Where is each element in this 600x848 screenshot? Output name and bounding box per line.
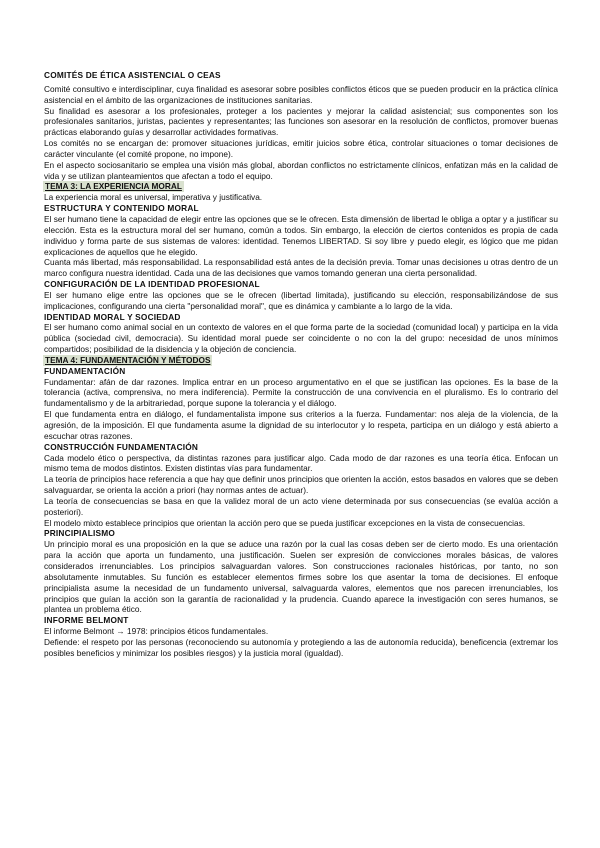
paragraph: Cada modelo ético o perspectiva, da distintas razones para justificar algo. Cada modo de dar razones es una teoría ética. Enfocan un mismo tema de modos distintos. Existen distintas vías para fundamentar. — [44, 452, 558, 474]
document-page — [44, 70, 558, 659]
heading-construccion: CONSTRUCCIÓN FUNDAMENTACIÓN — [44, 441, 199, 452]
heading-comites: COMITÉS DE ÉTICA ASISTENCIAL O CEAS — [44, 70, 221, 80]
heading-configuracion: CONFIGURACIÓN DE LA IDENTIDAD PROFESIONAL — [44, 279, 260, 290]
heading-fundamentacion: FUNDAMENTACIÓN — [44, 365, 126, 376]
heading-principialismo: PRINCIPIALISMO — [44, 528, 116, 539]
paragraph: La teoría de principios hace referencia a que hay que definir unos principios que orienten la acción, estos basados en valores que se deben salvaguardar, se orienta la acción a priori (hay normas antes de actuar). — [44, 474, 558, 496]
paragraph: El ser humano tiene la capacidad de elegir entre las opciones que se le ofrecen. Esta dimensión de libertad le obliga a optar y a justificar su elección. Esta es la estructura moral del ser humano, común a todos. Sin embargo, la elección de ciertos contenidos es propia de cada individuo y forma parte de sus sistemas de valores: identidad. Tenemos LIBERTAD. Si soy libre y puedo elegir, es lógico que me pidan explicaciones de aquellos que he elegido. — [44, 213, 558, 257]
heading-estructura: ESTRUCTURA Y CONTENIDO MORAL — [44, 203, 199, 214]
paragraph: El ser humano elige entre las opciones que se le ofrecen (libertad limitada), justificando su elección, responsabilizándose de sus implicaciones, configurando una cierta "personalidad moral", que es dinámica y cambiante a lo largo de la vida. — [44, 289, 558, 311]
paragraph: La experiencia moral es universal, imperativa y justificativa. — [44, 192, 263, 203]
paragraph: El que fundamenta entra en diálogo, el fundamentalista impone sus criterios a la fuerza. Fundamentar: nos aleja de la violencia, de la agresión, de la imposición. El que fundamenta asume la dignidad de su interlocutor y lo respeta, participa en un diálogo y está abierto a escuchar otras razones. — [44, 409, 558, 441]
paragraph: Fundamentar: afán de dar razones. Implica entrar en un proceso argumentativo en el que se justifican las opciones. Es la base de la tolerancia (activa, comprensiva, no mera indiferencia). Permite la construcción de una convivencia en el pluralismo. Es lo contrario del fundamentalismo y de la arbitrariedad, porque supone la tolerancia y el diálogo. — [44, 376, 558, 409]
paragraph: Defiende: el respeto por las personas (reconociendo su autonomía y protegiendo a las de autonomía reducida), beneficencia (extremar los posibles beneficios y minimizar los posibles riesgos) y la justicia moral (igualdad). — [44, 636, 558, 658]
paragraph: La teoría de consecuencias se basa en que la validez moral de un acto viene determinada por sus consecuencias (se evalúa acción a posteriori). — [44, 495, 558, 517]
paragraph: El ser humano como animal social en un contexto de valores en el que forma parte de la sociedad (comunidad local) y participa en la vida pública (sociedad civil, democracia). Su identidad moral puede ser coincidente o no con la del grupo: necesidad de unos mínimos compartidos; posibilidad de la disidencia y la objeción de conciencia. — [44, 322, 558, 355]
heading-identidad: IDENTIDAD MORAL Y SOCIEDAD — [44, 311, 181, 322]
paragraph: El informe Belmont → 1978: principios éticos fundamentales. — [44, 626, 269, 637]
paragraph: Cuanta más libertad, más responsabilidad. La responsabilidad está antes de la decisión previa. Tomar unas decisiones u otras dentro de un marco configura nuestra identidad. Cada una de las decisiones que vamos tomando generan una cierta personalidad. — [44, 257, 558, 279]
paragraph: Los comités no se encargan de: promover situaciones jurídicas, emitir juicios sobre ética, controlar situaciones o tomar decisiones de carácter vinculante (el comité propone, no impone). — [44, 138, 558, 159]
paragraph: Comité consultivo e interdisciplinar, cuya finalidad es asesorar sobre posibles conflictos éticos que se pueden producir en la práctica clínica asistencial en el ámbito de las organizaciones de instituciones sanitarias. — [44, 83, 558, 105]
paragraph: En el aspecto sociosanitario se emplea una visión más global, abordan conflictos no estrictamente clínicos, enfatizan más en la calidad de vida y se utilizan planteamientos que afectan a todo el equipo. — [44, 159, 558, 181]
paragraph: Su finalidad es asesorar a los profesionales, proteger a los pacientes y mejorar la calidad asistencial; sus componentes son los profesionales sanitarios, juristas, pacientes y representantes; las funciones son asesorar en la resolución de conflictos, promover buenas prácticas elaborando guías y desarrollar actividades formativas. — [44, 105, 558, 138]
heading-belmont: INFORME BELMONT — [44, 615, 129, 626]
paragraph: El modelo mixto establece principios que orientan la acción pero que se pueda justificar excepciones en la vista de consecuencias. — [44, 517, 526, 528]
paragraph: Un principio moral es una proposición en la que se aduce una razón por la cual las cosas deben ser de cierto modo. Es una orientación para la acción que aporta un fundamento, una justificación. Suelen ser expresión de convicciones morales básicas, de valores considerados irrenunciables. Los principios salvaguardan valores. Son construcciones racionales históricas, por tanto, no son absolutamente inmutables. Su función es establecer elementos firmes sobre los que asentar la toma de decisiones. El enfoque principialista asume la necesidad de un fundamento universal, salvaguarda valores, elementos que nos parecen irrenunciables, los principios que guían la acción son la garantía de racionalidad y la prudencia. Cuando aparece la investigación con seres humanos, se plantea un problema ético. — [44, 539, 558, 615]
tema-4-heading: TEMA 4: FUNDAMENTACIÓN Y MÉTODOS — [45, 354, 211, 365]
tema-3-heading: TEMA 3: LA EXPERIENCIA MORAL — [45, 181, 182, 192]
